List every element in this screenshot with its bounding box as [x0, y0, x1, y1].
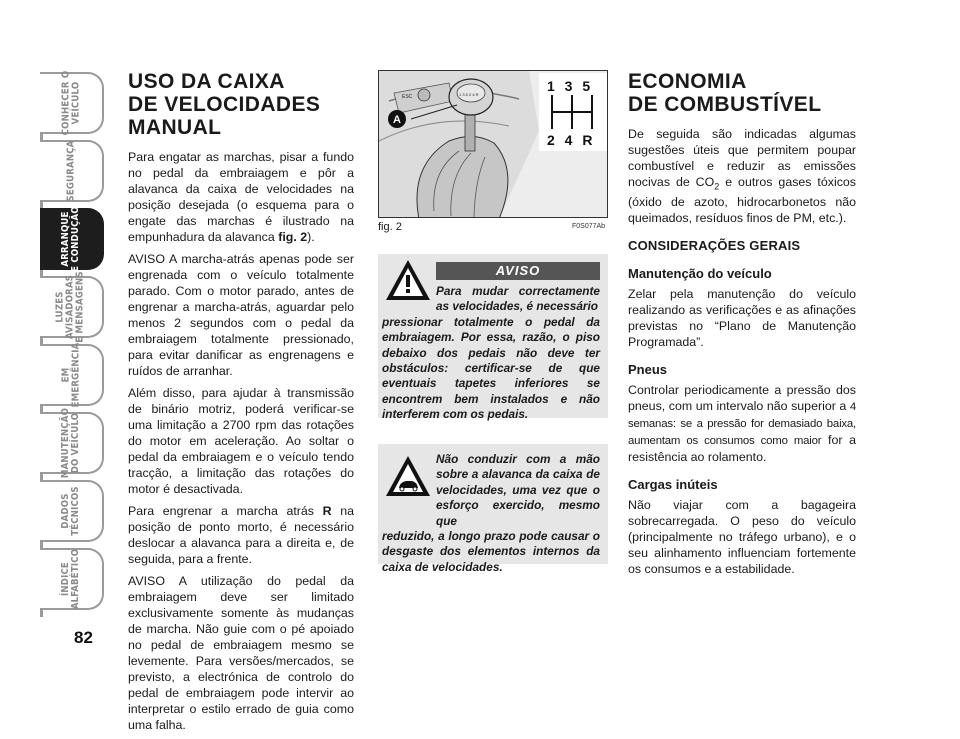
tab-label: ARRANQUE E CONDUÇÃO [60, 206, 82, 272]
text: Para engatar as marchas, pisar a fundo no pedal da embraiagem e pôr a alavanca da caixa de velocidades na posição desejada (o esquema para o engate das marchas é ilustrado na empunhadura da alavanca [128, 150, 354, 244]
tab-luzes-avisadoras[interactable] [40, 271, 104, 343]
environment-warning-box [378, 444, 608, 574]
text: na posição de ponto morto, é necessário deslocar a alavanca para a direita e, de seguida, para a frente. [128, 504, 354, 566]
label-a: A [393, 114, 401, 126]
text: e outros gases tóxicos (óxido de azoto, hidrocarbonetos não queimados, resíduos finos de PM, etc.). [628, 175, 856, 226]
text: Controlar periodicamente a pressão dos pneus, com um intervalo não superior a [628, 383, 856, 414]
text: De seguida são indicadas algumas sugestões úteis que permitem poupar combustível e reduzir as emissões nocivas de CO [628, 127, 856, 189]
tab-label: LUZES AVISADORAS E MENSAGENS [55, 271, 87, 343]
text: ). [307, 230, 315, 244]
paragraph: AVISO A marcha-atrás apenas pode ser engrenada com o veículo totalmente parado. Com o motor parado, antes de engrenar a marcha-atrás, aguardar pelo menos 2 segundos com o pedal da embraiagem totalmente pressionado, para evitar danificar as engrenagens e ruídos de arranhar. [128, 252, 354, 378]
title-line: ECONOMIA [628, 70, 747, 93]
title-line: DE VELOCIDADES [128, 93, 321, 116]
economy-column [628, 70, 856, 583]
paragraph [128, 149, 354, 245]
text: Para engrenar a marcha atrás [128, 504, 323, 518]
subscript: 2 [714, 181, 720, 192]
reverse-gear-symbol: R [322, 504, 332, 518]
tab-arranque-e-conducao[interactable] [40, 208, 104, 270]
paragraph: Zelar pela manutenção do veículo realizando as verificações e as afinações previstas no “Plano de Manutenção Programada”. [628, 287, 856, 350]
figure-code: F0S077Ab [572, 223, 606, 230]
title-line: DE COMBUSTÍVEL [628, 93, 822, 116]
tab-seguranca[interactable] [40, 140, 104, 202]
subheading-tyres: Pneus [628, 362, 668, 378]
knob-pattern-text: 1 3 5 2 4 R [459, 92, 479, 97]
tab-manutencao-do-veiculo[interactable] [40, 407, 104, 479]
tab-dados-tecnicos[interactable] [40, 480, 104, 542]
warning-triangle-icon [384, 258, 432, 302]
gearbox-title [128, 70, 354, 139]
warning-text: Para mudar correctamente as velocidades, é necessário [436, 284, 600, 314]
gearbox-column [128, 70, 354, 739]
paragraph: Além disso, para ajudar à transmissão de binário motriz, poderá verificar-se uma limitação a 2700 rpm das rotações do motor em aceleração. Ao soltar o pedal da embraiagem e o veículo tendo tracção, a limitação das rotações do motor é desactivada. [128, 386, 354, 496]
aviso-warning-box [378, 254, 608, 422]
warning-text: pressionar totalmente o pedal da embraiagem. Por essa, razão, o piso debaixo dos pedais não deve ter obstáculos: certificar-se de que eventuais tapetes inferiores se encontrem bem instalados e não interferem com os pedais. [382, 314, 600, 422]
subheading-loads: Cargas inúteis [628, 477, 718, 493]
tab-label: MANUTENÇÃO DO VEÍCULO [60, 407, 82, 479]
tab-label: EM EMERGÊNCIA [60, 342, 81, 408]
paragraph: AVISO A utilização do pedal da embraiagem deve ser limitado exclusivamente somente às mudanças de marcha. Não guie com o pé apoiado no pedal de embraiagem mesmo se levemente. Para versões/mercados, se previsto, a electrónica de controlo do pedal de embraiagem pode intervir ao interpretar o estilo errado de guia como uma falha. [128, 574, 354, 732]
paragraph [628, 382, 856, 465]
text: for a resistência ao rolamento. [628, 433, 856, 465]
paragraph [128, 503, 354, 567]
panel-text: ESC [402, 94, 413, 100]
section-heading: CONSIDERAÇÕES GERAIS [628, 238, 801, 254]
figure-caption: fig. 2 [378, 221, 402, 233]
tab-label: SEGURANÇA [65, 140, 76, 202]
environment-warning-icon [384, 454, 432, 498]
paragraph: Não viajar com a bagageira sobrecarregada. O peso do veículo (principalmente no tráfego urbano), e o seu alinhamento influenciam fortemente os consumos e a estabilidade. [628, 498, 856, 577]
gear-pattern-top: 1 3 5 [547, 78, 594, 94]
tab-label: CONHECER O VEÍCULO [60, 70, 81, 136]
tab-label: DADOS TÉCNICOS [59, 486, 81, 536]
warning-text: Não conduzir com a mão sobre a alavanca da caixa de velocidades, uma vez que o esforço exercido, mesmo que [436, 452, 600, 528]
tab-conhecer-o-veiculo[interactable] [40, 72, 104, 134]
tab-em-emergencia[interactable] [40, 344, 104, 406]
title-line: MANUAL [128, 116, 222, 139]
title-line: USO DA CAIXA [128, 70, 285, 93]
paragraph [628, 126, 856, 226]
gear-lever-figure [378, 70, 608, 218]
gear-pattern-bottom: 2 4 R [547, 132, 596, 148]
tab-indice-alfabetico[interactable] [40, 548, 104, 610]
text: 4 semanas: se a pressão for demasiado baixa, aumentam os consumos como maior [628, 401, 856, 448]
tab-label: ÍNDICE ALFABÉTICO [59, 548, 81, 610]
aviso-title-bar: AVISO [436, 262, 600, 280]
subheading-maintenance: Manutenção do veículo [628, 266, 772, 282]
figure-reference: fig. 2 [278, 230, 308, 244]
warning-text: reduzido, a longo prazo pode causar o desgaste dos elementos internos da caixa de velocidades. [382, 529, 600, 574]
page-number: 82 [74, 628, 93, 647]
economy-title [628, 70, 856, 116]
gear-lever-illustration [379, 71, 608, 218]
